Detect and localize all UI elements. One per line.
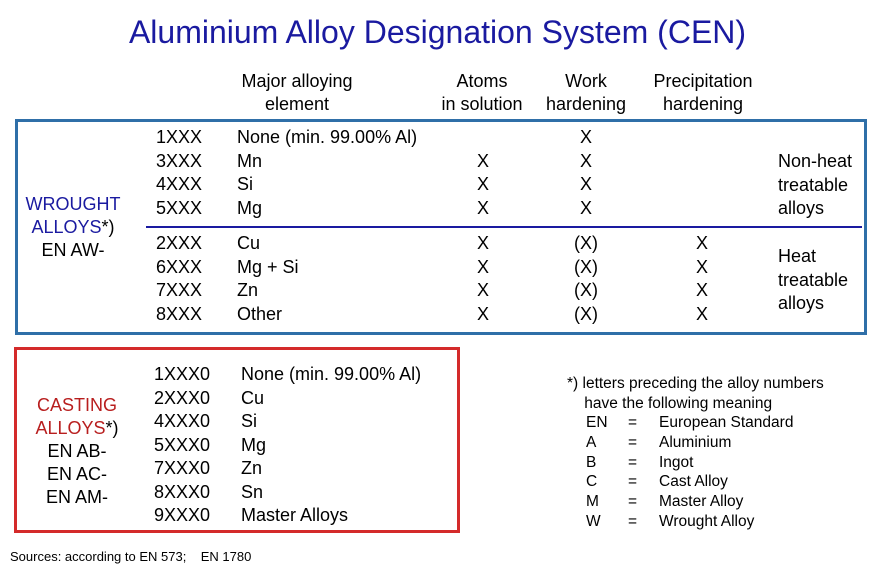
alloying-element: Mg + Si	[237, 256, 299, 277]
sources-note: Sources: according to EN 573; EN 1780	[10, 549, 252, 564]
casting-label-line1: CASTING	[36, 395, 117, 415]
work-hardening-mark: (X)	[574, 303, 598, 324]
alloying-element: Mg	[237, 197, 263, 218]
alloy-code: 3XXX	[156, 150, 203, 171]
alloy-code: 5XXX	[156, 197, 203, 218]
footnote-meaning: Ingot	[659, 453, 694, 471]
footnote-meaning: Wrought Alloy	[659, 513, 755, 530]
footnote-meaning: Cast Alloy	[659, 473, 728, 491]
casting-label	[18, 394, 136, 509]
alloying-element: None (min. 99.00% Al)	[237, 127, 418, 147]
atoms-in-solution-mark: X	[476, 256, 489, 277]
atoms-in-solution-mark: X	[476, 233, 489, 253]
footnote-letter: B	[586, 453, 597, 471]
footnote-equals: =	[628, 453, 638, 471]
alloying-element: Mn	[237, 150, 263, 171]
work-hardening-mark: X	[579, 197, 592, 218]
wrought-label-mark: *)	[101, 217, 115, 237]
precipitation-hardening-mark: X	[695, 256, 708, 277]
alloying-element: Zn	[237, 280, 259, 300]
alloying-element: Si	[241, 411, 258, 431]
page-title: Aluminium Alloy Designation System (CEN)	[128, 14, 747, 50]
alloy-code: 8XXX	[156, 303, 203, 324]
atoms-in-solution-mark: X	[476, 150, 489, 171]
casting-label-mark: *)	[105, 418, 119, 438]
alloying-element: Other	[237, 303, 283, 324]
work-hardening-mark: X	[579, 127, 592, 147]
alloy-code: 5XXX0	[154, 434, 211, 455]
non-heat-treatable-label: Non-heat treatable alloys	[778, 151, 853, 218]
footnote-letter: M	[586, 493, 599, 511]
alloy-code: 4XXX0	[154, 411, 211, 431]
alloying-element: Si	[237, 174, 254, 194]
alloy-code: 8XXX0	[154, 481, 211, 502]
alloy-code: 1XXX	[156, 127, 203, 147]
alloy-code: 6XXX	[156, 256, 203, 277]
alloying-element: Cu	[241, 387, 265, 408]
alloy-code: 2XXX0	[154, 387, 211, 408]
footnote-equals: =	[628, 513, 638, 530]
work-hardening-mark: X	[579, 150, 592, 171]
alloying-element: Master Alloys	[241, 505, 349, 525]
atoms-in-solution-mark: X	[476, 174, 489, 194]
work-hardening-mark: X	[579, 174, 592, 194]
header-alloying-element: Major alloying element	[241, 71, 353, 114]
footnote-intro: *) letters preceding the alloy numbers have the following meaning	[567, 375, 824, 412]
footnote-equals: =	[628, 493, 638, 511]
header-precipitation-hardening: Precipitation hardening	[653, 71, 753, 114]
wrought-label	[18, 193, 128, 262]
alloy-code: 7XXX	[156, 280, 203, 300]
wrought-label-line2	[18, 216, 128, 239]
alloy-code: 1XXX0	[154, 364, 211, 384]
work-hardening-mark: (X)	[574, 280, 598, 300]
precipitation-hardening-mark: X	[695, 280, 708, 300]
alloying-element: Zn	[241, 458, 263, 478]
footnote-equals: =	[628, 433, 638, 451]
alloying-element: None (min. 99.00% Al)	[241, 364, 422, 384]
alloy-code: 4XXX	[156, 174, 203, 194]
casting-label-alloys: ALLOYS	[35, 418, 106, 438]
header-work-hardening: Work hardening	[545, 71, 627, 114]
alloying-element: Sn	[241, 481, 264, 502]
work-hardening-mark: (X)	[574, 256, 598, 277]
casting-label-line2	[18, 417, 136, 440]
atoms-in-solution-mark: X	[476, 197, 489, 218]
footnote-letter: W	[586, 513, 601, 530]
footnote-letter: A	[586, 433, 597, 451]
alloy-code: 9XXX0	[154, 505, 211, 525]
alloy-code: 2XXX	[156, 233, 203, 253]
alloying-element: Cu	[237, 233, 261, 253]
alloying-element: Mg	[241, 434, 267, 455]
precipitation-hardening-mark: X	[695, 233, 708, 253]
atoms-in-solution-mark: X	[476, 280, 489, 300]
wrought-separator-line	[146, 226, 862, 228]
footnote-meaning: European Standard	[659, 414, 794, 431]
precipitation-hardening-mark: X	[695, 303, 708, 324]
footnote-letter: C	[586, 473, 598, 491]
wrought-label-alloys: ALLOYS	[31, 217, 102, 237]
footnote-meaning: Aluminium	[659, 433, 732, 451]
wrought-label-line1: WROUGHT	[25, 194, 121, 214]
footnote-letter: EN	[586, 414, 608, 431]
footnote-meaning: Master Alloy	[659, 493, 744, 511]
atoms-in-solution-mark: X	[476, 303, 489, 324]
heat-treatable-label: Heat treatable alloys	[778, 246, 849, 313]
header-atoms-in-solution: Atoms in solution	[441, 71, 523, 114]
wrought-prefix: EN AW-	[41, 240, 105, 260]
alloy-code: 7XXX0	[154, 458, 211, 478]
work-hardening-mark: (X)	[574, 233, 598, 253]
footnote-equals: =	[628, 414, 638, 431]
casting-prefixes: EN AB- EN AC- EN AM-	[45, 441, 108, 507]
footnote-equals: =	[628, 473, 638, 491]
